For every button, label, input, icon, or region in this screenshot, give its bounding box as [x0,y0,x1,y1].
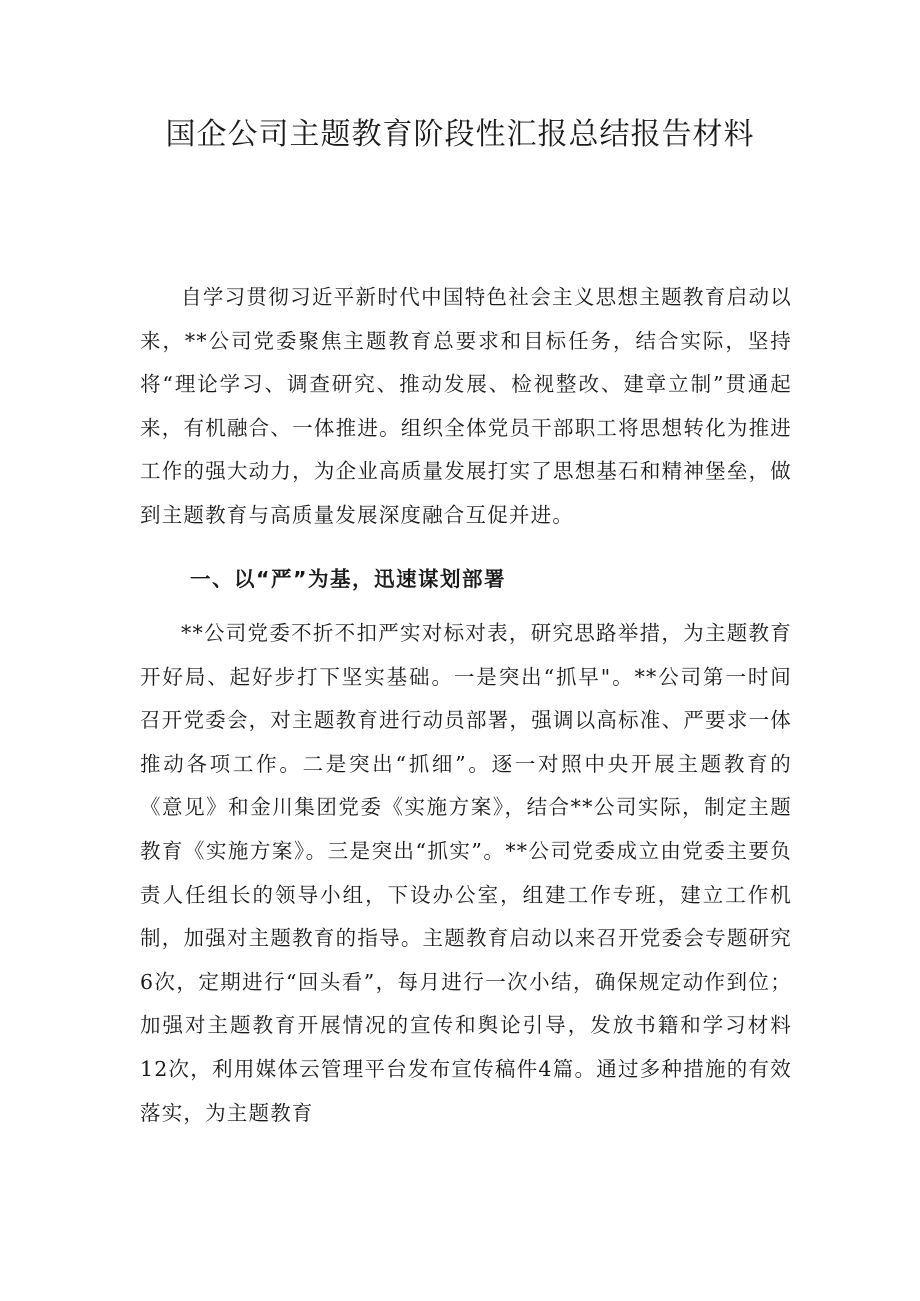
section-paragraph: **公司党委不折不扣严实对标对表，研究思路举措，为主题教育开好局、起好步打下坚实基础。一是突出“抓早"。**公司第一时间召开党委会，对主题教育进行动员部署，强调以高标准、严要求一体推动各项工作。二是突出“抓细”。逐一对照中央开展主题教育的《意见》和金川集团党委《实施方案》，结合**公司实际，制定主题教育《实施方案》。三是突出“抓实”。**公司党委成立由党委主要负责人任组长的领导小组，下设办公室，组建工作专班，建立工作机制，加强对主题教育的指导。主题教育启动以来召开党委会专题研究6次，定期进行“回头看”，每月进行一次小结，确保规定动作到位；加强对主题教育开展情况的宣传和舆论引导，发放书籍和学习材料12次，利用媒体云管理平台发布宣传稿件4篇。通过多种措施的有效落实，为主题教育 [140,621,792,1125]
document-title: 国企公司主题教育阶段性汇报总结报告材料 [165,117,755,152]
intro-paragraph: 自学习贯彻习近平新时代中国特色社会主义思想主题教育启动以来，**公司党委聚焦主题教育总要求和目标任务，结合实际，坚持将“理论学习、调查研究、推动发展、检视整改、建章立制”贯通起来，有机融合、一体推进。组织全体党员干部职工将思想转化为推进工作的强大动力，为企业高质量发展打实了思想基石和精神堡垒，做到主题教育与高质量发展深度融合互促并进。 [140,285,792,527]
section-heading: 一、以“严”为基，迅速谋划部署 [190,567,506,591]
